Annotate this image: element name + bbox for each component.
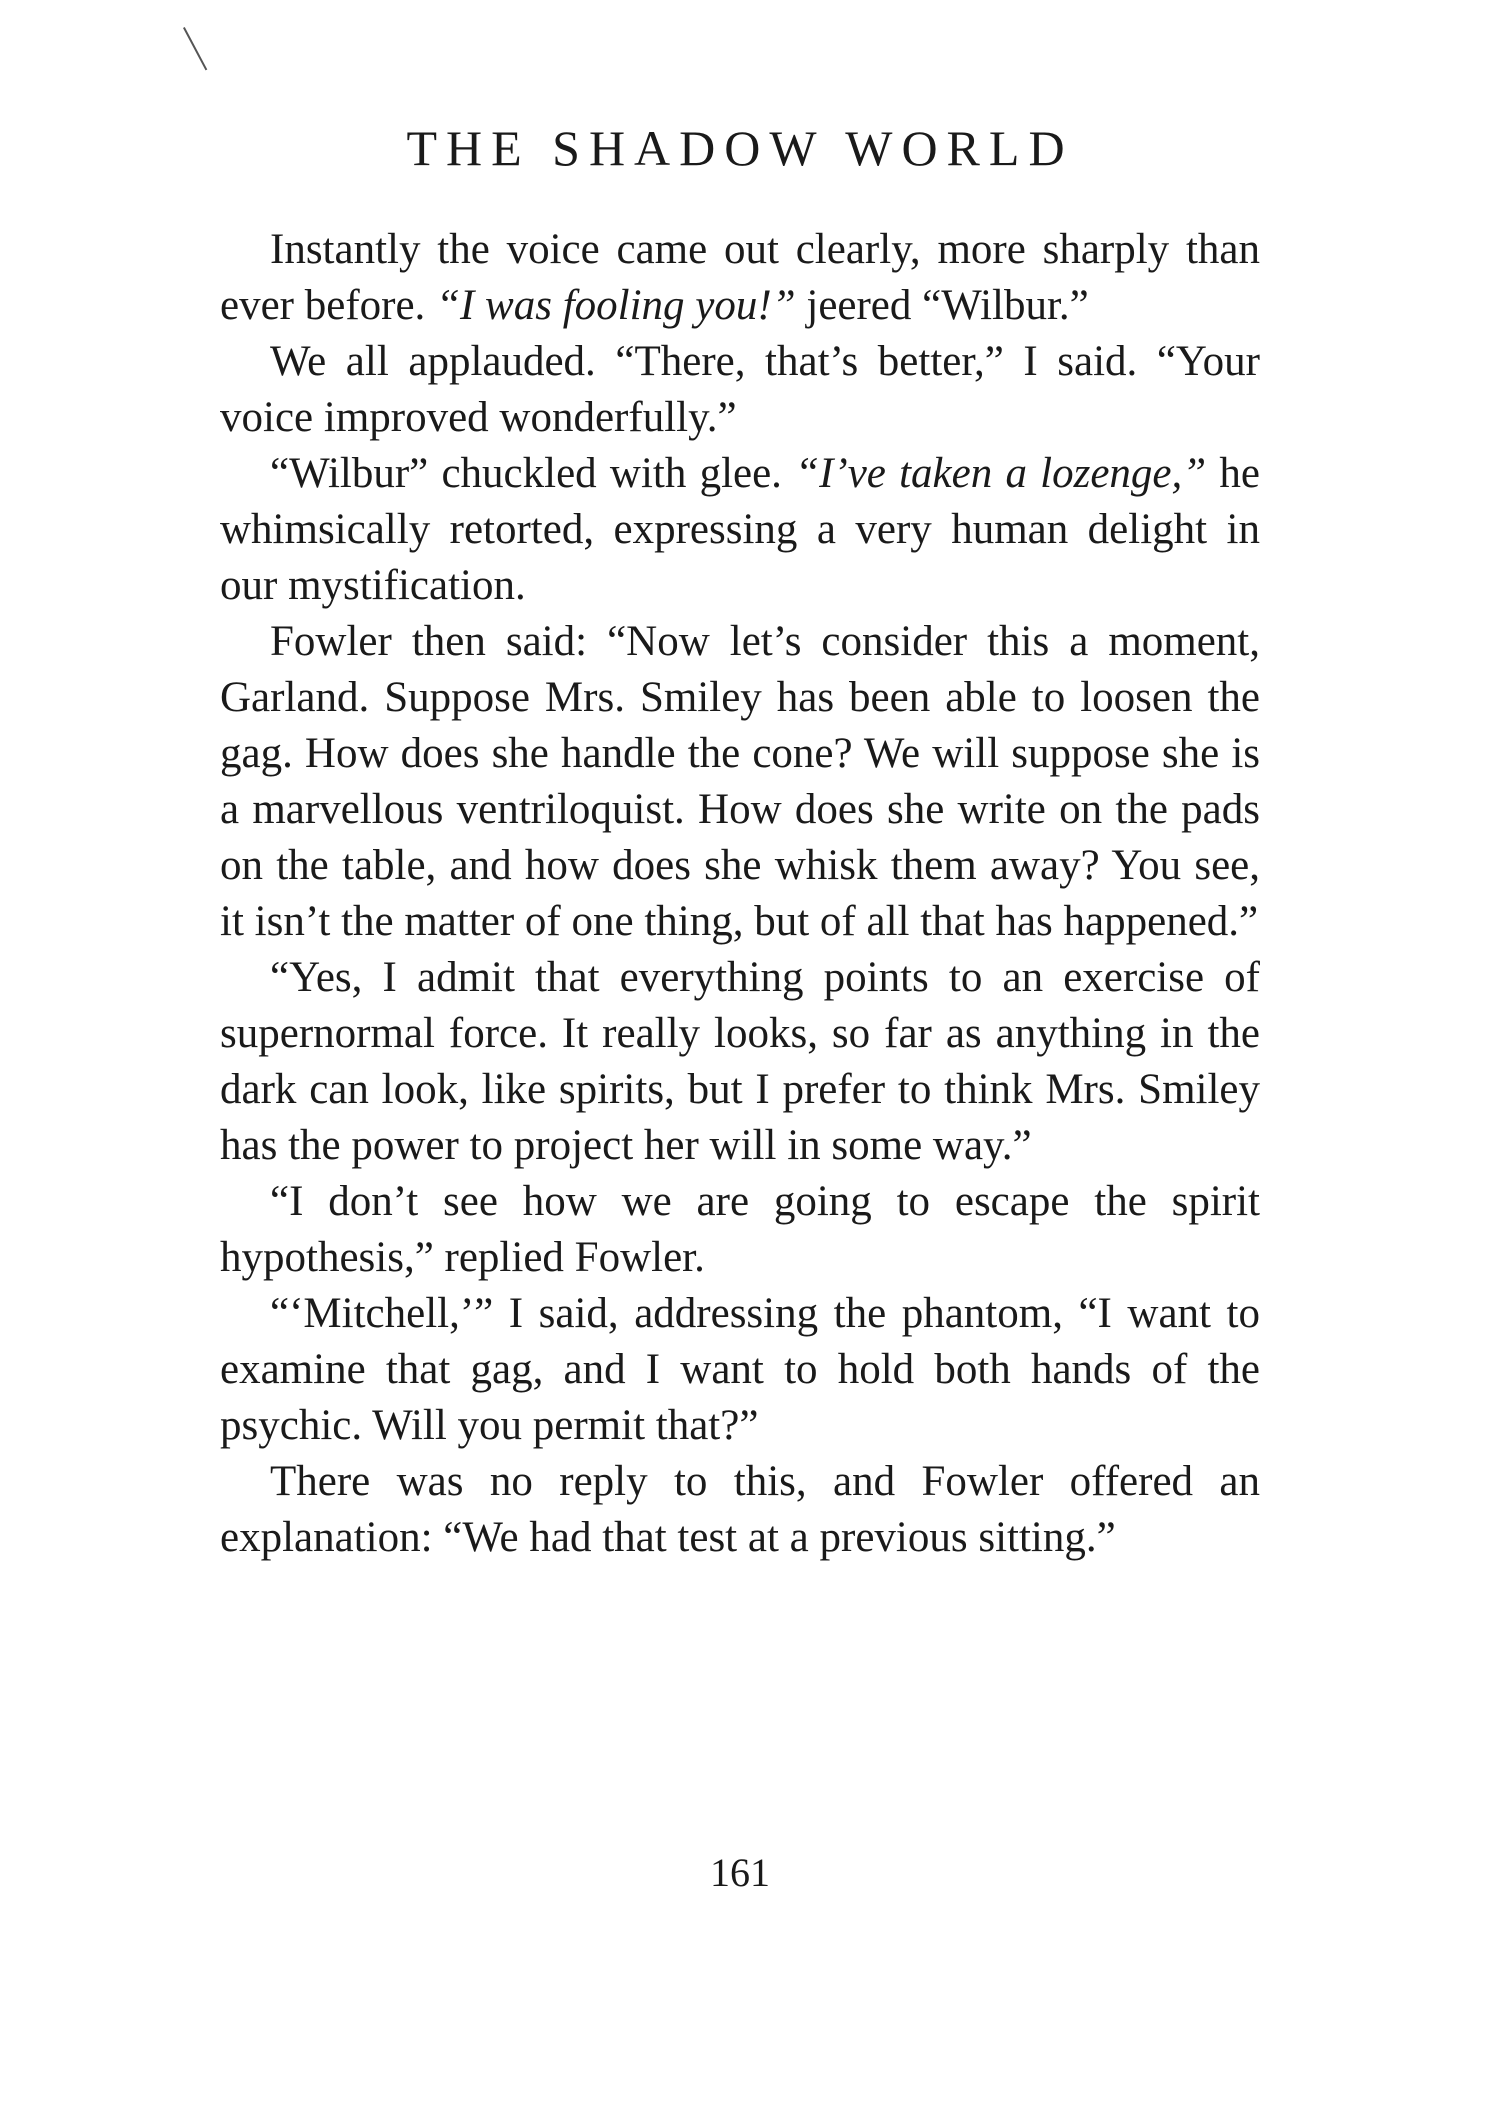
- text-run: Instantly the voice came out clearly, more sharply than ever before.: [220, 226, 1260, 329]
- paragraph: [220, 446, 1260, 614]
- paragraph: [220, 614, 1260, 950]
- paragraph: [220, 334, 1260, 446]
- italic-text-run: “I’ve taken a lozenge,”: [795, 450, 1207, 497]
- text-run: “‘Mitchell,’” I said, addressing the phantom, “I want to examine that gag, and I want to hold both hands of the psychic. Will you permit that?”: [220, 1290, 1260, 1449]
- text-run: he whimsically retorted, expressing a very human delight in our mystification.: [220, 450, 1260, 609]
- text-run: jeered “Wilbur.”: [795, 282, 1089, 329]
- running-head: THE SHADOW WORLD: [406, 120, 1074, 176]
- text-run: “Wilbur” chuckled with glee.: [270, 450, 796, 497]
- page-number: 161: [710, 1850, 770, 1895]
- text-run: “I don’t see how we are going to escape the spirit hypothesis,” replied Fowler.: [220, 1178, 1260, 1281]
- paragraph: [220, 1454, 1260, 1566]
- paragraph: [220, 1286, 1260, 1454]
- body-text: [220, 222, 1260, 1566]
- text-run: Fowler then said: “Now let’s consider this a moment, Garland. Suppose Mrs. Smiley has been able to loosen the gag. How does she handle the cone? We will suppose she is a marvellous ventriloquist. How does she write on the pads on the table, and how does she whisk them away? You see, it isn’t the matter of one thing, but of all that has happened.”: [220, 618, 1260, 945]
- text-run: We all applauded. “There, that’s better,” I said. “Your voice improved wonderfully.”: [220, 338, 1260, 441]
- text-run: “Yes, I admit that everything points to an exercise of supernormal force. It really looks, so far as anything in the dark can look, like spirits, but I prefer to think Mrs. Smiley has the power to project her will in some way.”: [220, 954, 1260, 1169]
- paragraph: [220, 222, 1260, 334]
- paragraph: [220, 950, 1260, 1174]
- paragraph: [220, 1174, 1260, 1286]
- italic-text-run: “I was fooling you!”: [436, 282, 796, 329]
- text-run: There was no reply to this, and Fowler offered an explanation: “We had that test at a previous sitting.”: [220, 1458, 1260, 1561]
- scan-artifact-mark: [183, 27, 207, 70]
